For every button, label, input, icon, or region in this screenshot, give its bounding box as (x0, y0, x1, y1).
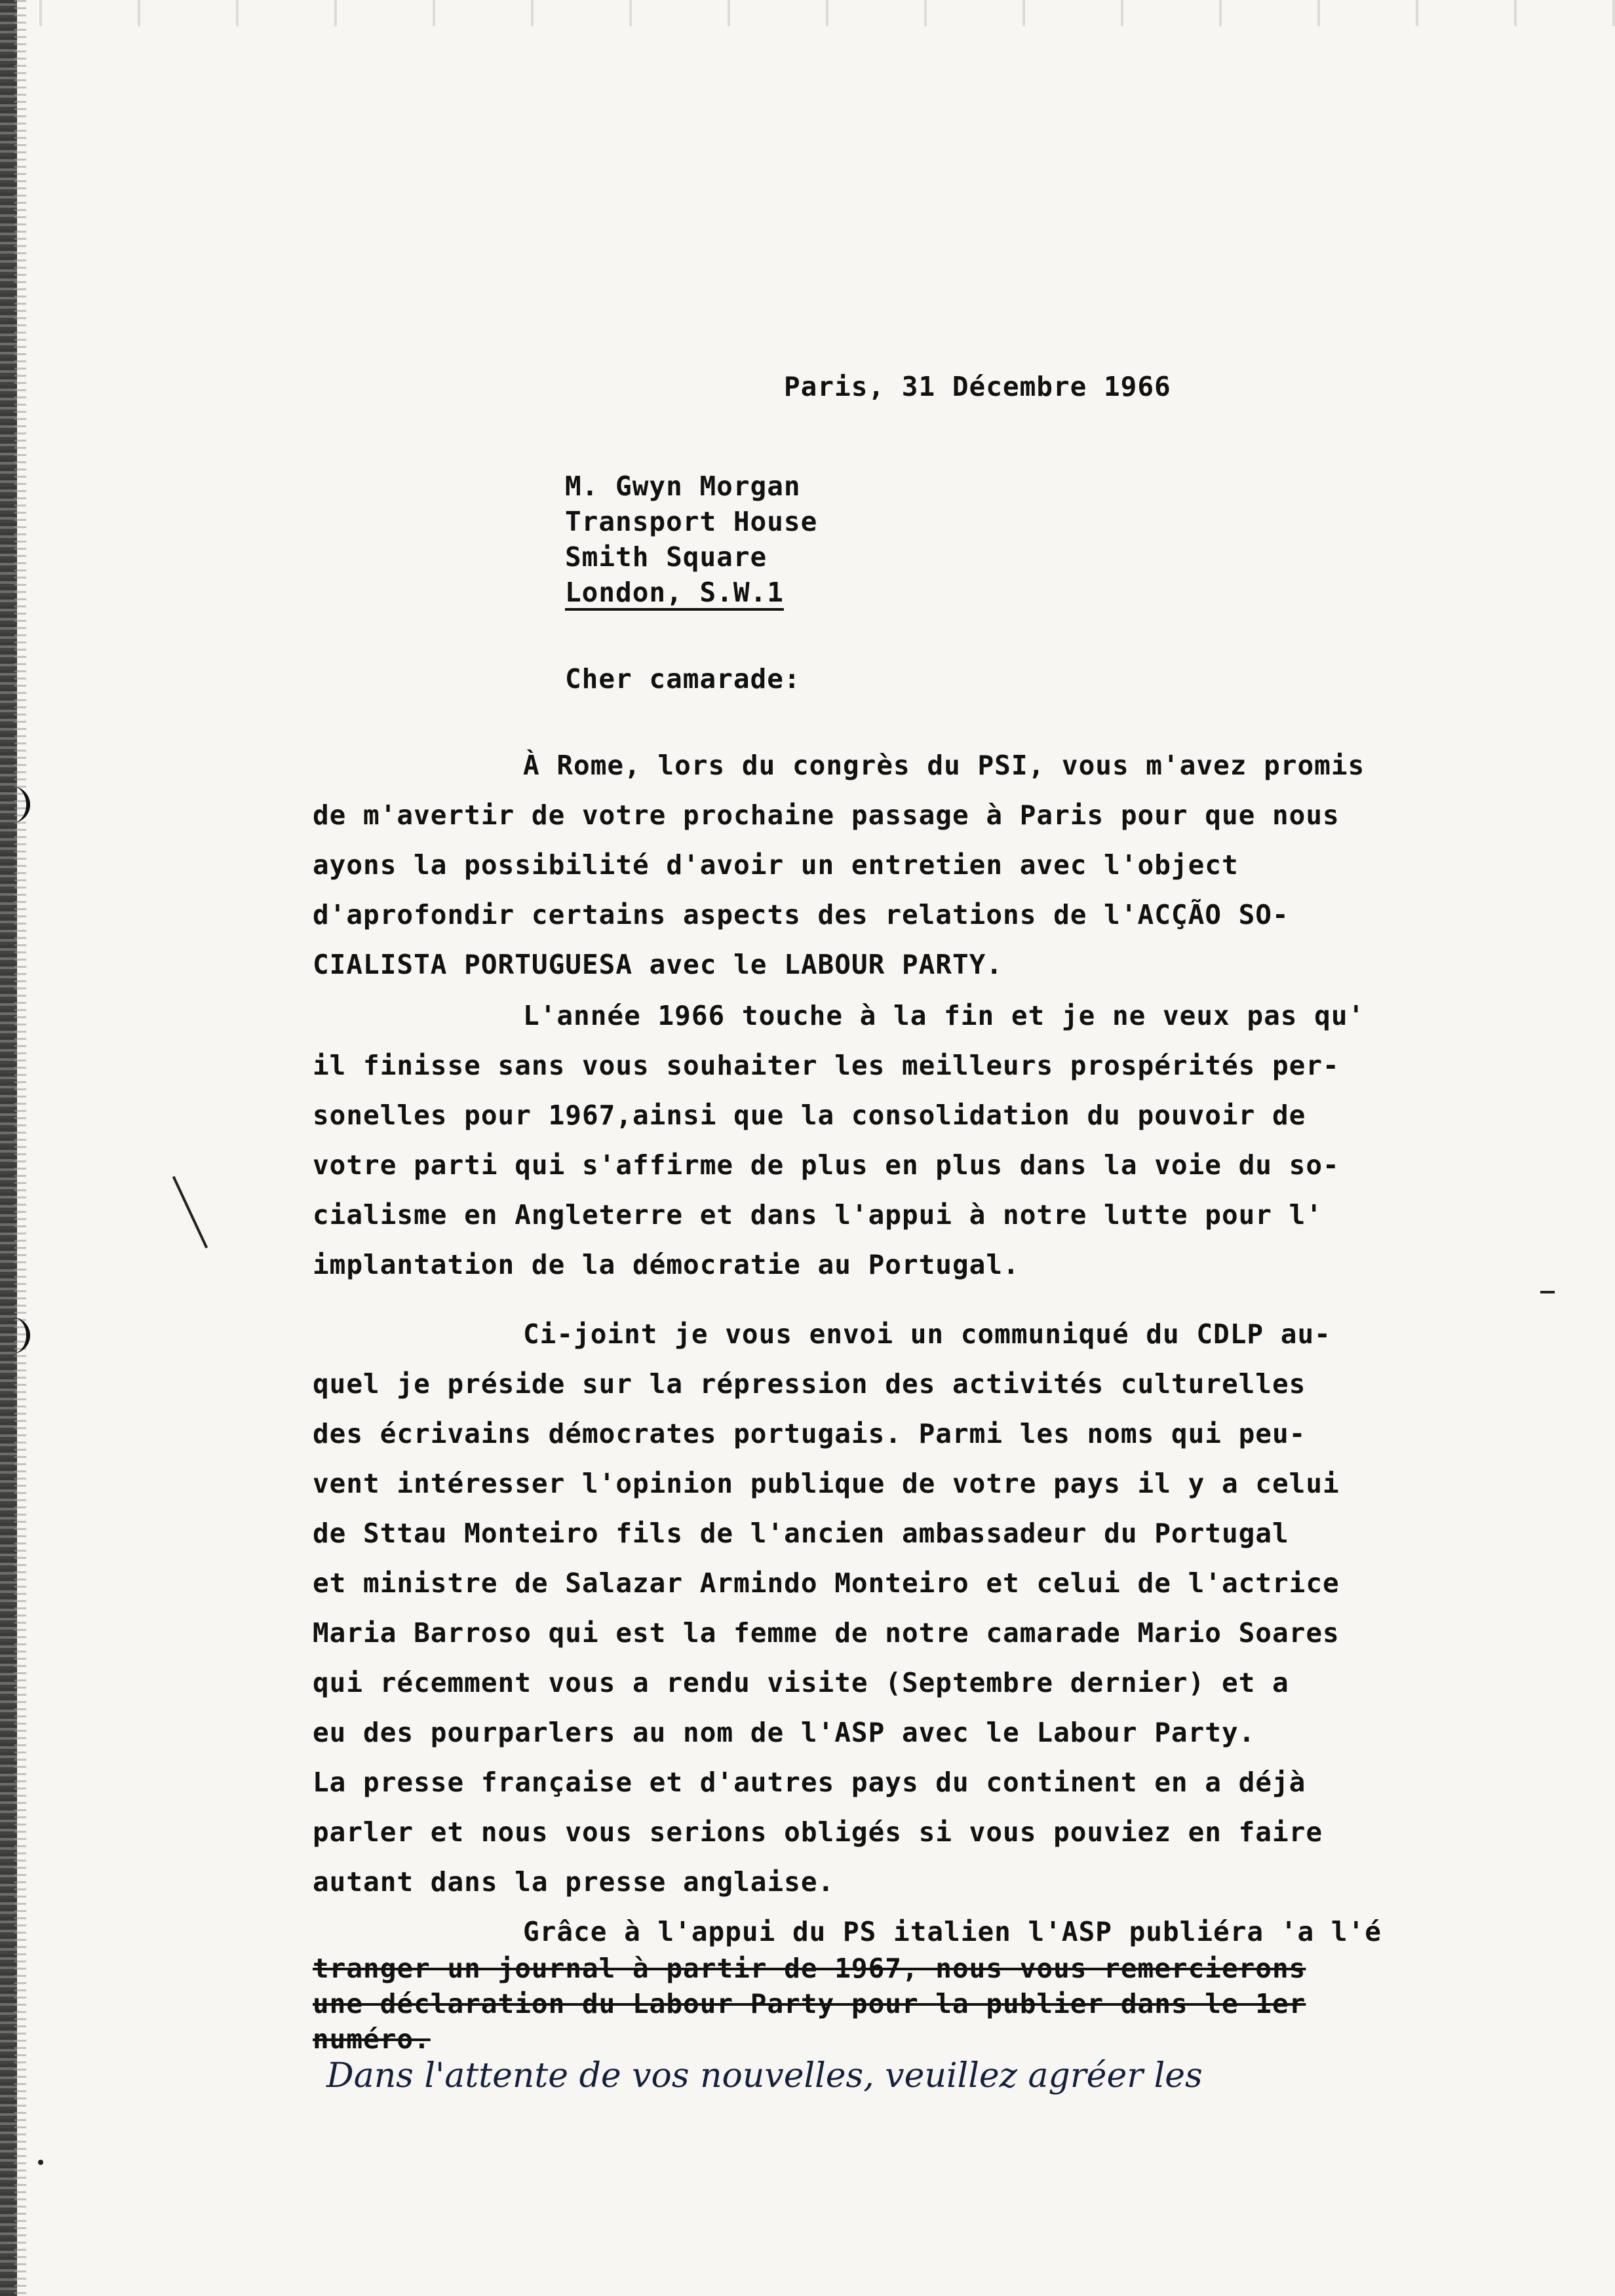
body-line: implantation de la démocratie au Portugal. (313, 1249, 1020, 1280)
body-line: des écrivains démocrates portugais. Parmi les noms qui peu- (313, 1418, 1306, 1449)
body-line: sonelles pour 1967,ainsi que la consolidation du pouvoir de (313, 1100, 1306, 1131)
body-line: La presse française et d'autres pays du continent en a déjà (313, 1767, 1306, 1798)
body-line: cialisme en Angleterre et dans l'appui à notre lutte pour l' (313, 1199, 1323, 1231)
body-line: Ci-joint je vous envoi un communiqué du CDLP au- (523, 1318, 1331, 1350)
body-line: quel je préside sur la répression des activités culturelles (313, 1368, 1306, 1400)
scan-top-noise (0, 0, 1615, 26)
body-line: eu des pourparlers au nom de l'ASP avec le Labour Party. (313, 1717, 1256, 1748)
handwritten-closing: Dans l'attente de vos nouvelles, veuillez agréer les (326, 2056, 1203, 2095)
body-line: Maria Barroso qui est la femme de notre camarade Mario Soares (313, 1617, 1340, 1649)
body-line: vent intéresser l'opinion publique de votre pays il y a celui (313, 1468, 1340, 1499)
body-line: L'année 1966 touche à la fin et je ne veux pas qu' (523, 1000, 1365, 1031)
stray-mark (172, 1176, 208, 1248)
body-line: Grâce à l'appui du PS italien l'ASP publiéra 'a l'é (523, 1916, 1382, 1947)
body-line: tranger un journal à partir de 1967, nous vous remercierons (313, 1953, 1306, 1984)
body-line: numéro. (313, 2023, 431, 2055)
body-line: autant dans la presse anglaise. (313, 1866, 835, 1898)
body-line: qui récemment vous a rendu visite (Septembre dernier) et a (313, 1667, 1289, 1698)
salutation: Cher camarade: (565, 663, 801, 695)
body-line: une déclaration du Labour Party pour la publier dans le 1er (313, 1988, 1306, 2019)
letter-date: Paris, 31 Décembre 1966 (784, 371, 1171, 402)
stray-mark (38, 2160, 43, 2165)
body-line: parler et nous vous serions obligés si vous pouviez en faire (313, 1816, 1323, 1848)
stray-mark (1540, 1291, 1555, 1293)
body-line: de Sttau Monteiro fils de l'ancien ambassadeur du Portugal (313, 1518, 1289, 1549)
scan-edge-noise (14, 0, 26, 2296)
body-line: et ministre de Salazar Armindo Monteiro et celui de l'actrice (313, 1567, 1340, 1599)
address-line: Transport House (565, 506, 818, 537)
body-line: de m'avertir de votre prochaine passage à Paris pour que nous (313, 799, 1340, 831)
body-line: il finisse sans vous souhaiter les meilleurs prospérités per- (313, 1050, 1340, 1081)
body-line: CIALISTA PORTUGUESA avec le LABOUR PARTY. (313, 949, 1003, 980)
address-line: M. Gwyn Morgan (565, 470, 801, 502)
body-line: d'aprofondir certains aspects des relations de l'ACÇÃO SO- (313, 899, 1289, 930)
body-line: ayons la possibilité d'avoir un entretien avec l'object (313, 849, 1239, 881)
body-line: À Rome, lors du congrès du PSI, vous m'avez promis (523, 750, 1365, 781)
address-line: Smith Square (565, 541, 768, 573)
body-line: votre parti qui s'affirme de plus en plus dans la voie du so- (313, 1149, 1340, 1181)
address-line: London, S.W.1 (565, 577, 784, 608)
